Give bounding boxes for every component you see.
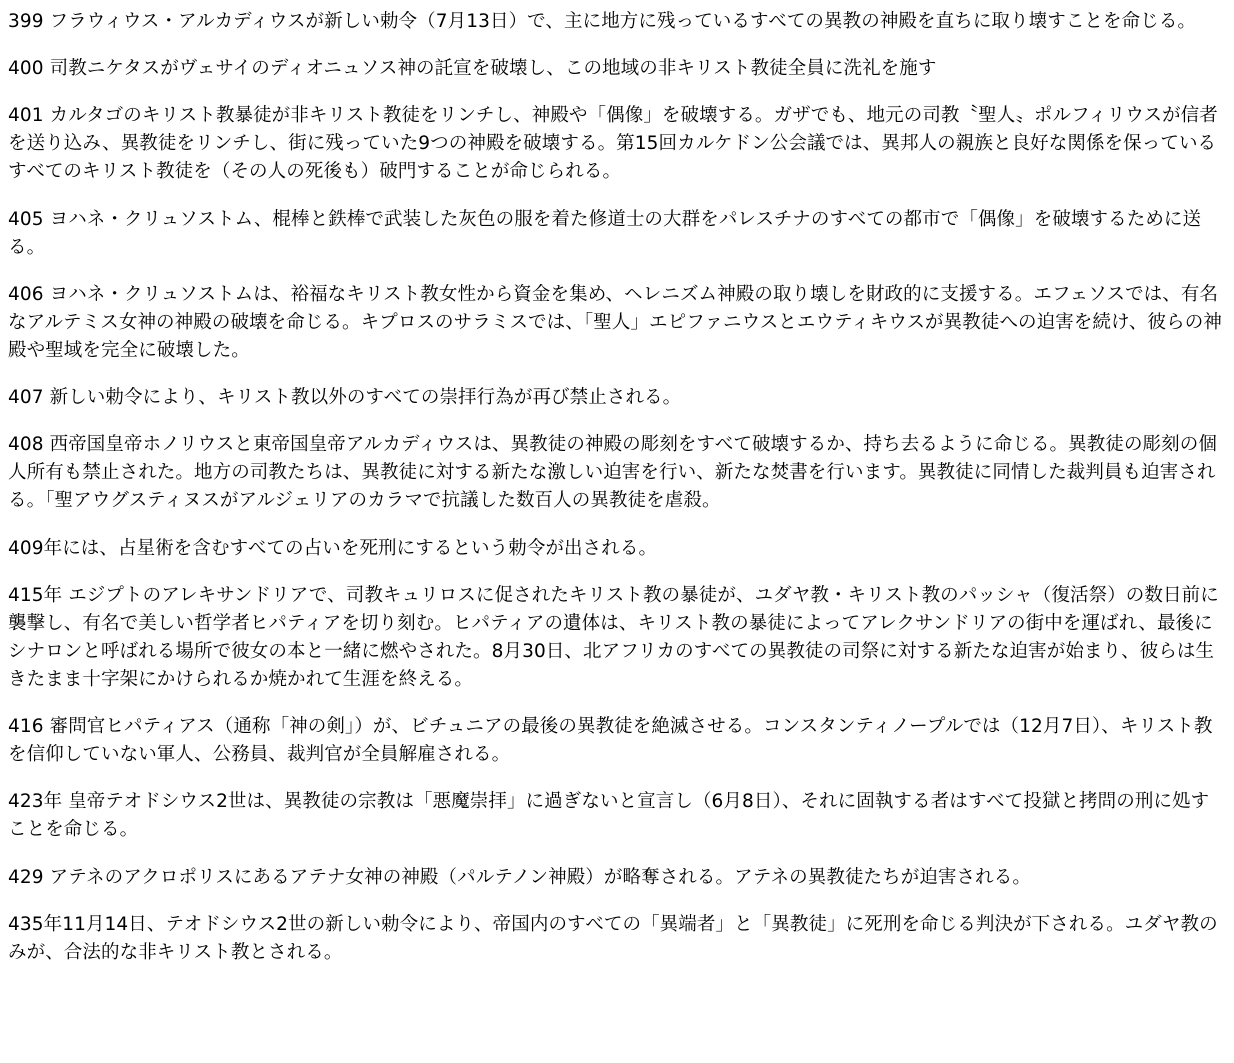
- timeline-entry: 415年 エジプトのアレキサンドリアで、司教キュリロスに促されたキリスト教の暴徒が、ユダヤ教・キリスト教のパッシャ（復活祭）の数日前に襲撃し、有名で美しい哲学者ヒパティアを切り刻む。ヒパティアの遺体は、キリスト教の暴徒によってアレクサンドリアの街中を運ばれ、最後にシナロンと呼ばれる場所で彼女の本と一緒に燃やされた。8月30日、北アフリカのすべての異教徒の司祭に対する新たな迫害が始まり、彼らは生きたまま十字架にかけられるか焼かれて生涯を終える。: [8, 584, 1219, 690]
- timeline-entry: 400 司教ニケタスがヴェサイのディオニュソス神の託宣を破壊し、この地域の非キリスト教徒全員に洗礼を施す: [8, 58, 937, 80]
- timeline-entry: 399 フラウィウス・アルカディウスが新しい勅令（7月13日）で、主に地方に残っているすべての異教の神殿を直ちに取り壊すことを命じる。: [8, 11, 1197, 32]
- timeline-entry: 407 新しい勅令により、キリスト教以外のすべての崇拝行為が再び禁止される。: [8, 387, 682, 409]
- timeline-entry: 405 ヨハネ・クリュソストム、棍棒と鉄棒で武装した灰色の服を着た修道士の大群をパレスチナのすべての都市で「偶像」を破壊するために送る。: [8, 208, 1202, 258]
- timeline-entry: 401 カルタゴのキリスト教暴徒が非キリスト教徒をリンチし、神殿や「偶像」を破壊する。ガザでも、地元の司教〝聖人〟ポルフィリウスが信者を送り込み、異教徒をリンチし、街に残っていた9つの神殿を破壊する。第15回カルケドン公会議では、異邦人の親族と良好な関係を保っているすべてのキリスト教徒を（その人の死後も）破門することが命じられる。: [8, 105, 1218, 183]
- timeline-entry: 423年 皇帝テオドシウス2世は、異教徒の宗教は「悪魔崇拝」に過ぎないと宣言し（6月8日）、それに固執する者はすべて投獄と拷問の刑に処すことを命じる。: [8, 791, 1210, 841]
- timeline-entry: 406 ヨハネ・クリュソストムは、裕福なキリスト教女性から資金を集め、ヘレニズム神殿の取り壊しを財政的に支援する。エフェソスでは、有名なアルテミス女神の神殿の破壊を命じる。キプロスのサラミスでは、「聖人」エピファニウスとエウティキウスが異教徒への迫害を続け、彼らの神殿や聖域を完全に破壊した。: [8, 283, 1222, 361]
- timeline-entry: 408 西帝国皇帝ホノリウスと東帝国皇帝アルカディウスは、異教徒の神殿の彫刻をすべて破壊するか、持ち去るように命じる。異教徒の彫刻の個人所有も禁止された。地方の司教たちは、異教徒に対する新たな激しい迫害を行い、新たな焚書を行います。異教徒に同情した裁判員も迫害される。「聖アウグスティヌスがアルジェリアのカラマで抗議した数百人の異教徒を虐殺。: [8, 434, 1217, 512]
- timeline-entry: 409年には、占星術を含むすべての占いを死刑にするという勅令が出される。: [8, 537, 658, 559]
- timeline-entry: 416 審問官ヒパティアス（通称「神の剣」）が、ビチュニアの最後の異教徒を絶滅させる。コンスタンティノープルでは（12月7日）、キリスト教を信仰していない軍人、公務員、裁判官が全員解雇される。: [8, 716, 1213, 766]
- timeline-entry: 429 アテネのアクロポリスにあるアテナ女神の神殿（パルテノン神殿）が略奪される。アテネの異教徒たちが迫害される。: [8, 866, 1031, 888]
- timeline-entry: 435年11月14日、テオドシウス2世の新しい勅令により、帝国内のすべての「異端者」と「異教徒」に死刑を命じる判決が下される。ユダヤ教のみが、合法的な非キリスト教とされる。: [8, 913, 1218, 963]
